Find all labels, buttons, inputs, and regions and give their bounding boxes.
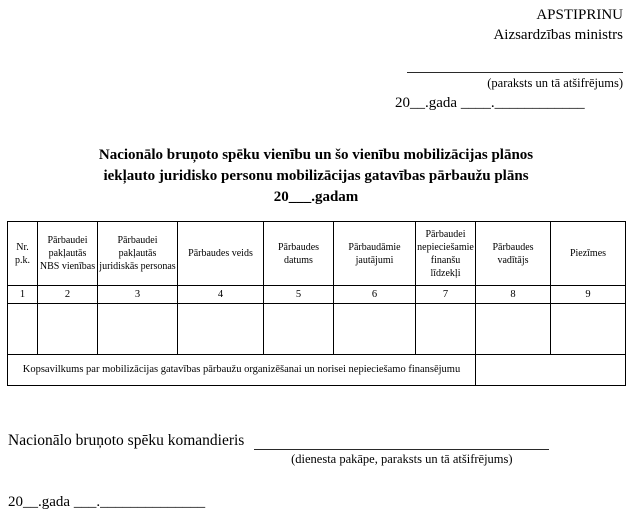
empty-data-cell [416,304,476,355]
column-number-cell: 6 [334,286,416,304]
empty-data-row [8,304,626,355]
document-title-line3: 20___.gadam [273,189,359,205]
plan-table [7,221,626,386]
col-header-parbaudes-datums: Pārbaudes datums [264,222,334,286]
summary-row [8,355,626,386]
col-header-juridiskas-personas: Pārbaudei pakļautās juridiskās personas [98,222,178,286]
empty-data-cell [98,304,178,355]
column-number-cell: 9 [551,286,626,304]
column-number-cell: 5 [264,286,334,304]
col-header-piezimes: Piezīmes [551,222,626,286]
col-header-parbaudes-vaditajs: Pārbaudes vadītājs [476,222,551,286]
document-title-line2: iekļauto juridisko personu mobilizācijas gatavības pārbaužu plāns [103,168,529,184]
column-number-cell: 7 [416,286,476,304]
commander-label: Nacionālo bruņoto spēku komandieris [8,432,245,449]
col-header-nbs-vienibas: Pārbaudei pakļautās NBS vienības [38,222,98,286]
empty-data-cell [476,304,551,355]
empty-data-cell [551,304,626,355]
approval-block [395,5,623,113]
approval-heading: APSTIPRINU [536,7,623,23]
document-title [7,145,625,208]
summary-label-cell: Kopsavilkums par mobilizācijas gatavības pārbaužu organizēšanai un norisei nepieciešamo finansējumu [8,355,476,386]
col-header-parbaudamie-jautajumi: Pārbaudāmie jautājumi [334,222,416,286]
empty-data-cell [264,304,334,355]
empty-data-cell [178,304,264,355]
column-number-cell: 1 [8,286,38,304]
column-number-cell: 2 [38,286,98,304]
summary-value-cell [476,355,626,386]
column-number-row [8,286,626,304]
column-number-cell: 4 [178,286,264,304]
table-header-row [8,222,626,286]
commander-signature-area [254,430,549,468]
approval-signature-line [407,72,623,73]
empty-data-cell [8,304,38,355]
column-number-cell: 3 [98,286,178,304]
col-header-parbaudes-veids: Pārbaudes veids [178,222,264,286]
approval-signature-caption: (paraksts un tā atšifrējums) [487,76,623,90]
column-number-cell: 8 [476,286,551,304]
commander-signature-row [7,430,625,468]
footer-date-line: 20__.gada ___.______________ [8,494,206,510]
approval-minister-line: Aizsardzības ministrs [493,27,623,43]
empty-data-cell [334,304,416,355]
col-header-nr-pk: Nr. p.k. [8,222,38,286]
commander-signature-caption: (dienesta pakāpe, paraksts un tā atšifrējums) [291,452,513,466]
col-header-finansu-lidzekli: Pārbaudei nepieciešamie finanšu līdzekļi [416,222,476,286]
approval-date-line: 20__.gada ____.____________ [395,95,585,111]
empty-data-cell [38,304,98,355]
commander-signature-line [254,430,549,450]
document-title-line1: Nacionālo bruņoto spēku vienību un šo vienību mobilizācijas plānos [98,147,534,163]
